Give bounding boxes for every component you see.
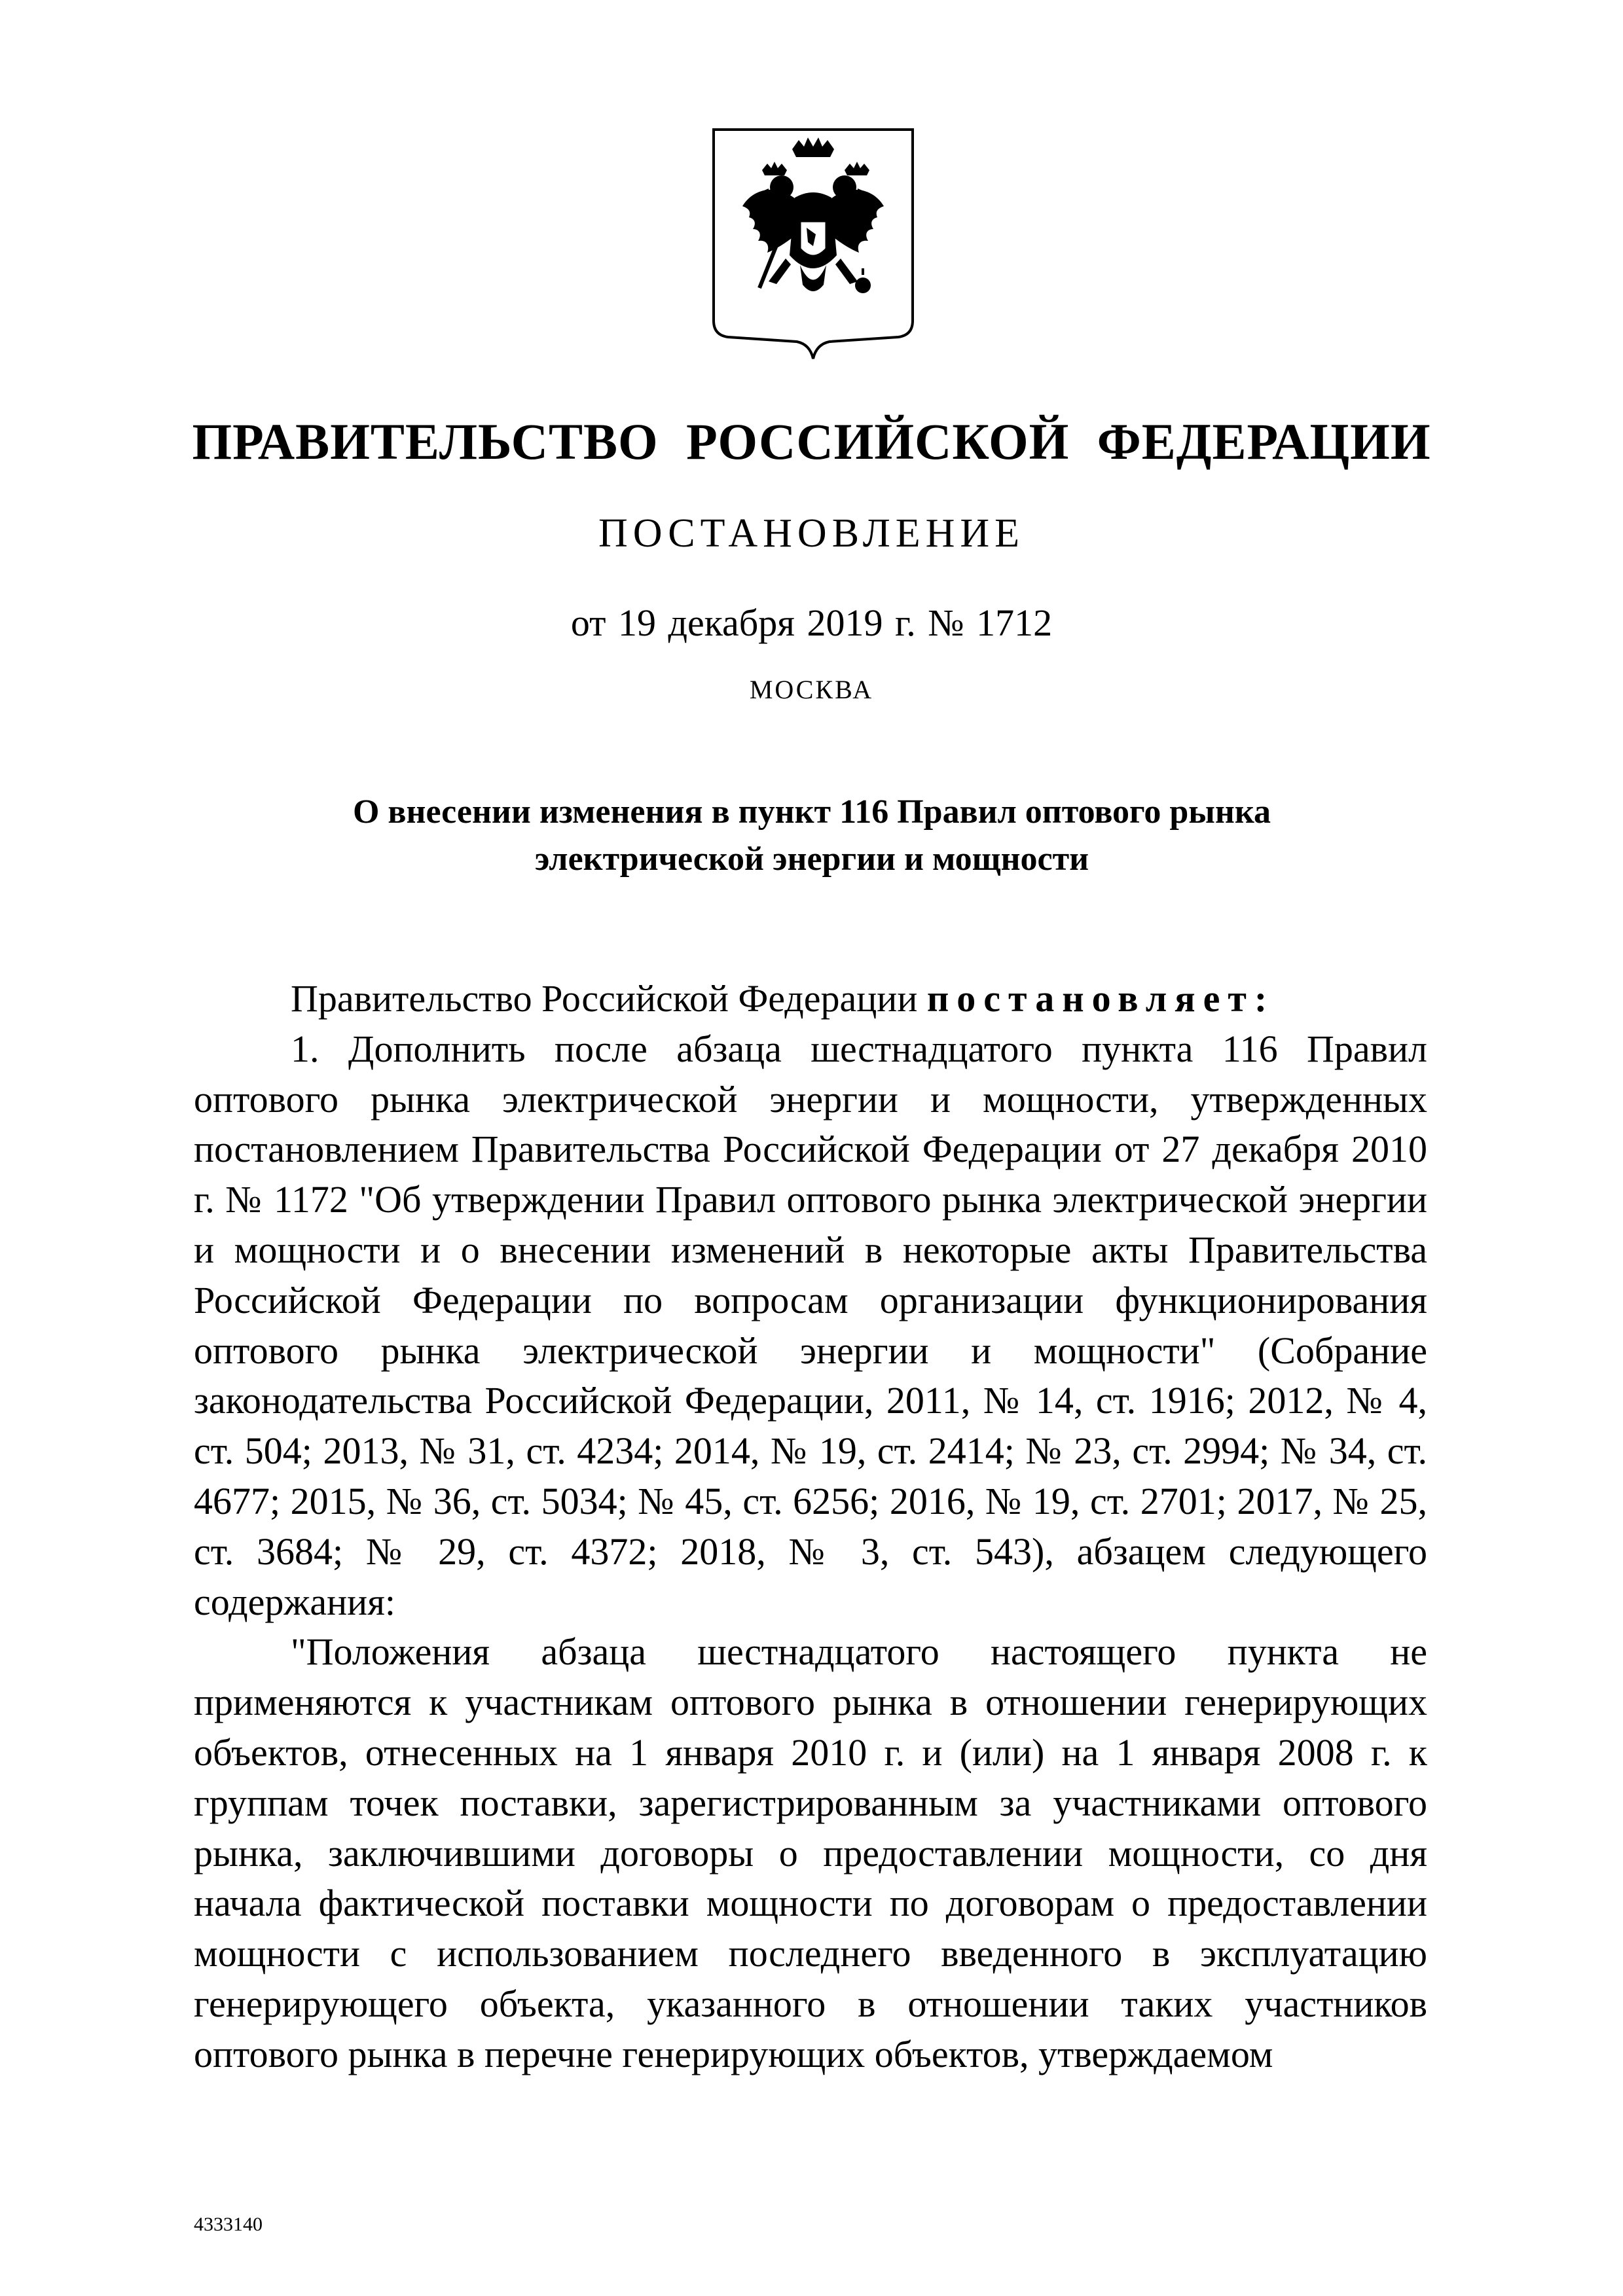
document-code: 4333140: [194, 2214, 263, 2235]
preamble-text: Правительство Российской Федерации: [291, 977, 927, 1020]
document-title-line-2: электрической энергии и мощности: [534, 840, 1089, 878]
government-name: ПРАВИТЕЛЬСТВО РОССИЙСКОЙ ФЕДЕРАЦИИ: [192, 413, 1431, 470]
date-and-number: от 19 декабря 2019 г. № 1712: [570, 601, 1053, 644]
document-body: [194, 974, 1427, 2080]
russian-coat-of-arms-icon: [708, 124, 918, 367]
preamble-emphasis: постановляет:: [926, 977, 1275, 1020]
paragraph-2: "Положения абзаца шестнадцатого настоящего пункта не применяются к участникам оптового рынка в отношении генерирующих объектов, отнесенных на 1 января 2010 г. и (или) на 1 января 2008 г. к группам точек поставки, зарегистрированным за участниками оптового рынка, заключившими договоры о предоставлении мощности, со дня начала фактической поставки мощности по договорам о предоставлении мощности с использованием последнего введенного в эксплуатацию генерирующего объекта, указанного в отношении таких участников оптового рынка в перечне генерирующих объектов, утверждаемом: [194, 1630, 1427, 2075]
preamble: [194, 974, 1427, 1024]
document-type: ПОСТАНОВЛЕНИЕ: [598, 511, 1025, 556]
document-title-line-1: О внесении изменения в пункт 116 Правил оптового рынка: [352, 793, 1271, 831]
document-title: [249, 789, 1375, 883]
paragraph-1: 1. Дополнить после абзаца шестнадцатого пункта 116 Правил оптового рынка электрической энергии и мощности, утвержденных постановлением Правительства Российской Федерации от 27 декабря 2010 г. № 1172 "Об утверждении Правил оптового рынка электрической энергии и мощности и о внесении изменений в некоторые акты Правительства Российской Федерации по вопросам организации функционирования оптового рынка электрической энергии и мощности" (Собрание законодательства Российской Федерации, 2011, № 14, ст. 1916; 2012, № 4, ст. 504; 2013, № 31, ст. 4234; 2014, № 19, ст. 2414; № 23, ст. 2994; № 34, ст. 4677; 2015, № 36, ст. 5034; № 45, ст. 6256; 2016, № 19, ст. 2701; 2017, № 25, ст. 3684; № 29, ст. 4372; 2018, № 3, ст. 543), абзацем следующего содержания:: [194, 1027, 1427, 1623]
city: МОСКВА: [749, 675, 874, 704]
